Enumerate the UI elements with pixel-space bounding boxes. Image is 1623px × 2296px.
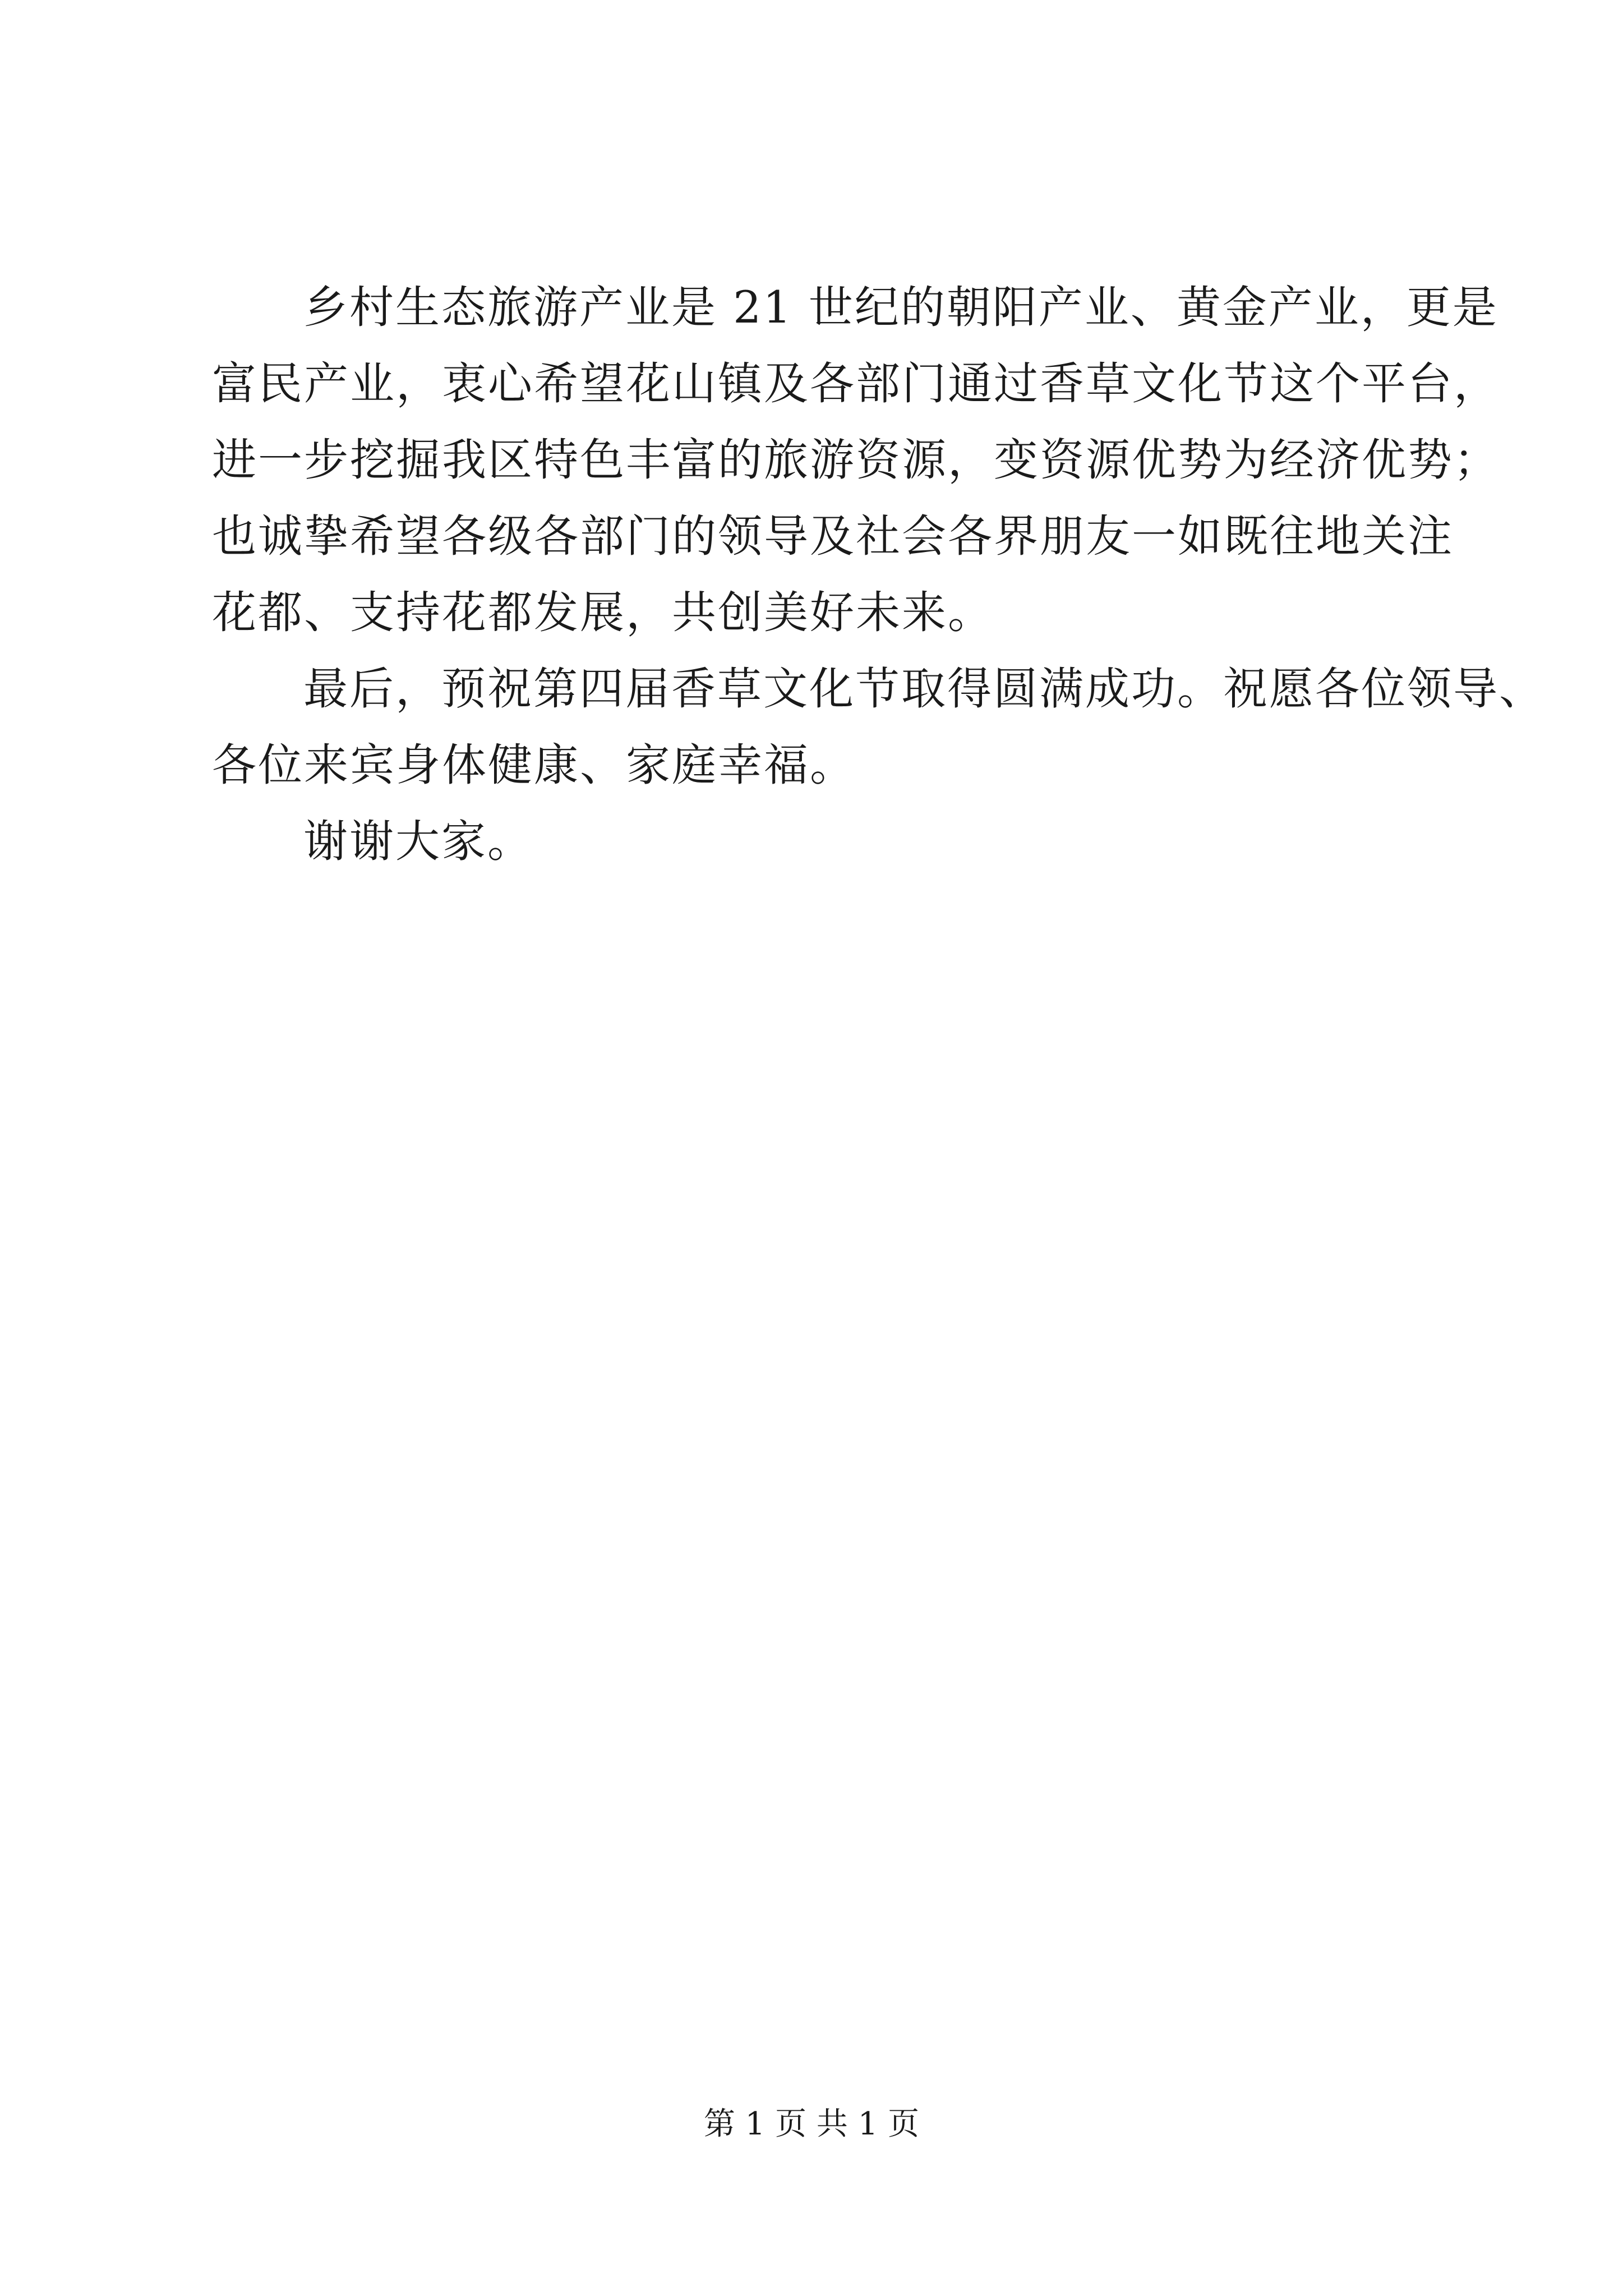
paragraph-closing-wishes bbox=[212, 651, 1545, 803]
paragraph-thanks bbox=[212, 803, 1429, 880]
paragraph-line: 进一步挖掘我区特色丰富的旅游资源，变资源优势为经济优势； bbox=[212, 434, 1500, 486]
paragraph-line: 花都、支持花都发展，共创美好未来。 bbox=[212, 587, 994, 638]
paragraph-line: 谢谢大家。 bbox=[303, 816, 533, 867]
paragraph-line: 也诚挚希望各级各部门的领导及社会各界朋友一如既往地关注 bbox=[212, 510, 1454, 562]
page-number-footer: 第 1 页 共 1 页 bbox=[703, 2106, 920, 2142]
paragraph-line: 最后，预祝第四届香草文化节取得圆满成功。祝愿各位领导、 bbox=[303, 663, 1545, 715]
paragraph-line: 富民产业，衷心希望花山镇及各部门通过香草文化节这个平台， bbox=[212, 358, 1500, 409]
paragraph-line: 各位来宾身体健康、家庭幸福。 bbox=[212, 739, 856, 791]
document-body bbox=[212, 269, 1545, 880]
paragraph-tourism-industry bbox=[212, 269, 1500, 651]
paragraph-line: 乡村生态旅游产业是 21 世纪的朝阳产业、黄金产业，更是 bbox=[303, 282, 1498, 333]
